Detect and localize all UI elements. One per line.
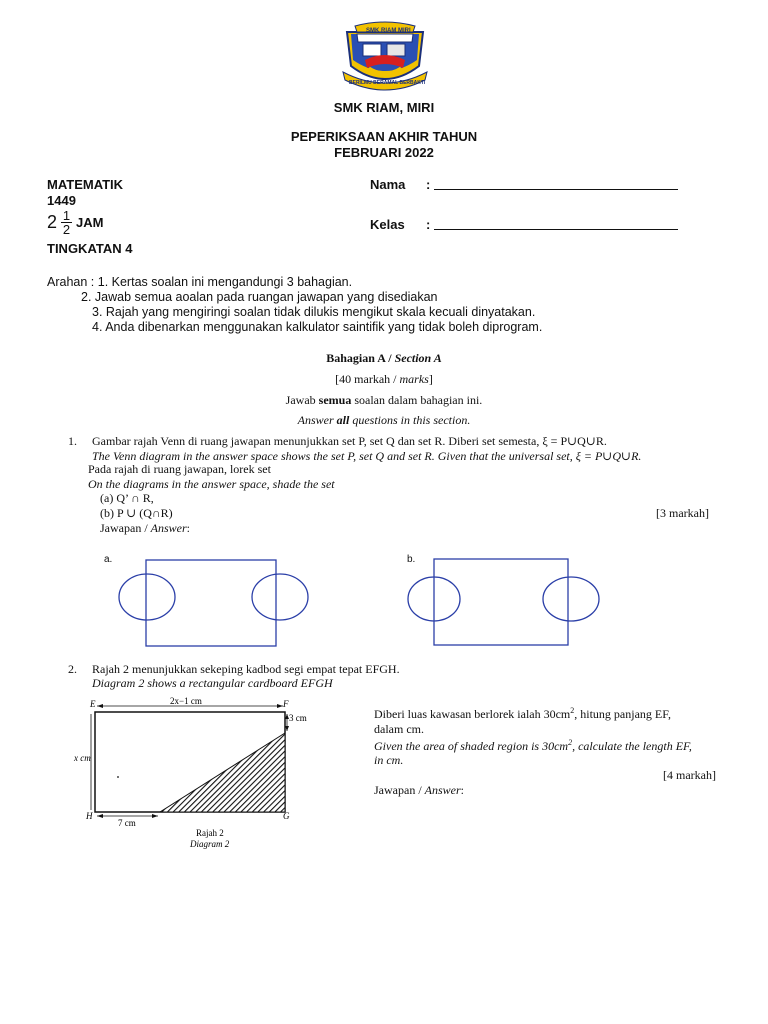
diagram-caption-ms: Rajah 2 xyxy=(196,828,224,838)
instr-ms-pre: Jawab xyxy=(285,393,319,407)
q2-given-en xyxy=(374,738,692,754)
venn-diagram-a xyxy=(100,550,340,670)
q2-given-ms-3: dalam cm. xyxy=(374,722,424,736)
school-name: SMK RIAM, MIRI xyxy=(333,100,435,115)
section-marks-en: marks xyxy=(399,372,429,386)
form-level: TINGKATAN 4 xyxy=(47,241,133,256)
instruction-2: 2. Jawab semua aoalan pada ruangan jawapan yang disediakan xyxy=(81,290,438,304)
q1-answer-ms: Jawapan / xyxy=(100,521,151,535)
diagram-label-e: E xyxy=(90,699,96,709)
q1-answer-label xyxy=(100,521,190,536)
q2-answer-ms: Jawapan / xyxy=(374,783,425,797)
section-title-en: Section A xyxy=(394,351,442,365)
name-label: Nama xyxy=(370,177,406,192)
q1-marks: [3 markah] xyxy=(656,506,709,520)
name-colon: : xyxy=(426,177,431,192)
q2-given-en-sup: 2 xyxy=(568,738,573,747)
diagram-caption-en: Diagram 2 xyxy=(190,839,230,849)
q1-answer-en: Answer xyxy=(150,521,187,535)
venn-b-right-set xyxy=(543,577,599,621)
subject-name: MATEMATIK xyxy=(47,177,124,192)
diagram-label-h: H xyxy=(86,811,93,821)
venn-diagram-b xyxy=(400,550,620,670)
instructions-block xyxy=(47,274,352,290)
q2-number: 2. xyxy=(68,662,77,676)
q2-given-ms-sup: 2 xyxy=(570,706,575,715)
instruction-1: 1. Kertas soalan ini mengandungi 3 bahagian. xyxy=(97,275,353,289)
q2-given-ms xyxy=(374,706,671,722)
q1-part-a: (a) Q’ ∩ R, xyxy=(100,491,154,505)
q1-text-en: The Venn diagram in the answer space shows the set P, set Q and set R. Given that the universal set, ξ = P∪Q∪R. xyxy=(92,449,642,463)
class-field-line[interactable] xyxy=(434,229,678,230)
q2-text-en: Diagram 2 shows a rectangular cardboard EFGH xyxy=(92,676,333,690)
name-field-line[interactable] xyxy=(434,189,678,190)
venn-a-right-set xyxy=(252,574,308,620)
q2-given-ms-1: Diberi luas kawasan berlorek ialah 30cm xyxy=(374,707,571,721)
diagram-label-bottom: 7 cm xyxy=(118,818,136,828)
q2-given-en-3: in cm. xyxy=(374,753,404,767)
venn-b-label: b. xyxy=(407,554,416,565)
q2-answer-label xyxy=(374,783,464,798)
section-instruction-en xyxy=(184,413,584,428)
class-label: Kelas xyxy=(370,217,405,232)
section-marks xyxy=(234,372,534,387)
q1-part-b: (b) P ∪ (Q∩R) xyxy=(100,506,173,520)
q2-text-ms: Rajah 2 menunjukkan sekeping kadbod segi empat tepat EFGH. xyxy=(92,662,400,676)
q1-shade-ms: Pada rajah di ruang jawapan, lorek set xyxy=(88,462,271,476)
section-title xyxy=(234,351,534,366)
venn-a-left-set xyxy=(119,574,175,620)
q1-number: 1. xyxy=(68,434,77,448)
diagram-label-top: 2x−1 cm xyxy=(170,696,202,706)
instr-ms-bold: semua xyxy=(318,393,352,407)
section-instruction-ms xyxy=(184,393,584,408)
crest-motto-text: BERILMU BERAMAL BERBAKTI xyxy=(349,80,426,86)
duration xyxy=(47,209,103,236)
venn-a-label: a. xyxy=(104,554,113,565)
venn-b-universal-rect xyxy=(434,559,568,645)
instr-en-post: questions in this section. xyxy=(349,413,471,427)
q2-given-en-2: , calculate the length EF, xyxy=(572,739,692,753)
section-marks-pre: [40 markah / xyxy=(335,372,400,386)
q2-answer-en: Answer xyxy=(424,783,461,797)
exam-title: PEPERIKSAAN AKHIR TAHUN xyxy=(290,129,478,144)
crest-name-text: SMK RIAM MIRI xyxy=(366,28,411,34)
diagram-2-rectangle-efgh xyxy=(74,695,320,855)
duration-fraction xyxy=(61,209,72,236)
instr-en-pre: Answer xyxy=(297,413,337,427)
class-colon: : xyxy=(426,217,431,232)
q1-answer-colon: : xyxy=(186,521,190,535)
diagram-2-shaded-triangle xyxy=(160,733,285,812)
instruction-3: 3. Rajah yang mengiringi soalan tidak dilukis mengikut skala kecuali dinyatakan. xyxy=(92,305,536,319)
instructions-heading: Arahan : xyxy=(47,275,95,289)
venn-a-universal-rect xyxy=(146,560,276,646)
section-marks-post: ] xyxy=(428,372,433,386)
instruction-4: 4. Anda dibenarkan menggunakan kalkulator saintifik yang tidak boleh diprogram. xyxy=(92,320,543,334)
diagram-label-left: x cm xyxy=(74,753,91,763)
q2-marks: [4 markah] xyxy=(663,768,716,782)
q2-answer-colon: : xyxy=(460,783,464,797)
diagram-label-g: G xyxy=(283,811,290,821)
paper-code: 1449 xyxy=(47,193,76,208)
q1-shade-en: On the diagrams in the answer space, shade the set xyxy=(88,477,335,491)
duration-unit: JAM xyxy=(76,215,104,230)
exam-date: FEBRUARI 2022 xyxy=(334,145,434,160)
diagram-label-f: F xyxy=(283,699,289,709)
instr-en-bold: all xyxy=(336,413,350,427)
q2-given-en-1: Given the area of shaded region is 30cm xyxy=(374,739,569,753)
q2-given-ms-2: , hitung panjang EF, xyxy=(574,707,671,721)
instr-ms-post: soalan dalam bahagian ini. xyxy=(351,393,483,407)
duration-denominator: 2 xyxy=(62,222,71,237)
section-title-ms: Bahagian A / xyxy=(326,351,395,365)
diagram-label-right: 3 cm xyxy=(289,713,307,723)
duration-numerator: 1 xyxy=(62,208,71,223)
q1-text-ms: Gambar rajah Venn di ruang jawapan menunjukkan set P, set Q dan set R. Diberi set semesta, ξ = P∪Q∪R. xyxy=(92,434,607,448)
duration-whole: 2 xyxy=(47,212,58,232)
